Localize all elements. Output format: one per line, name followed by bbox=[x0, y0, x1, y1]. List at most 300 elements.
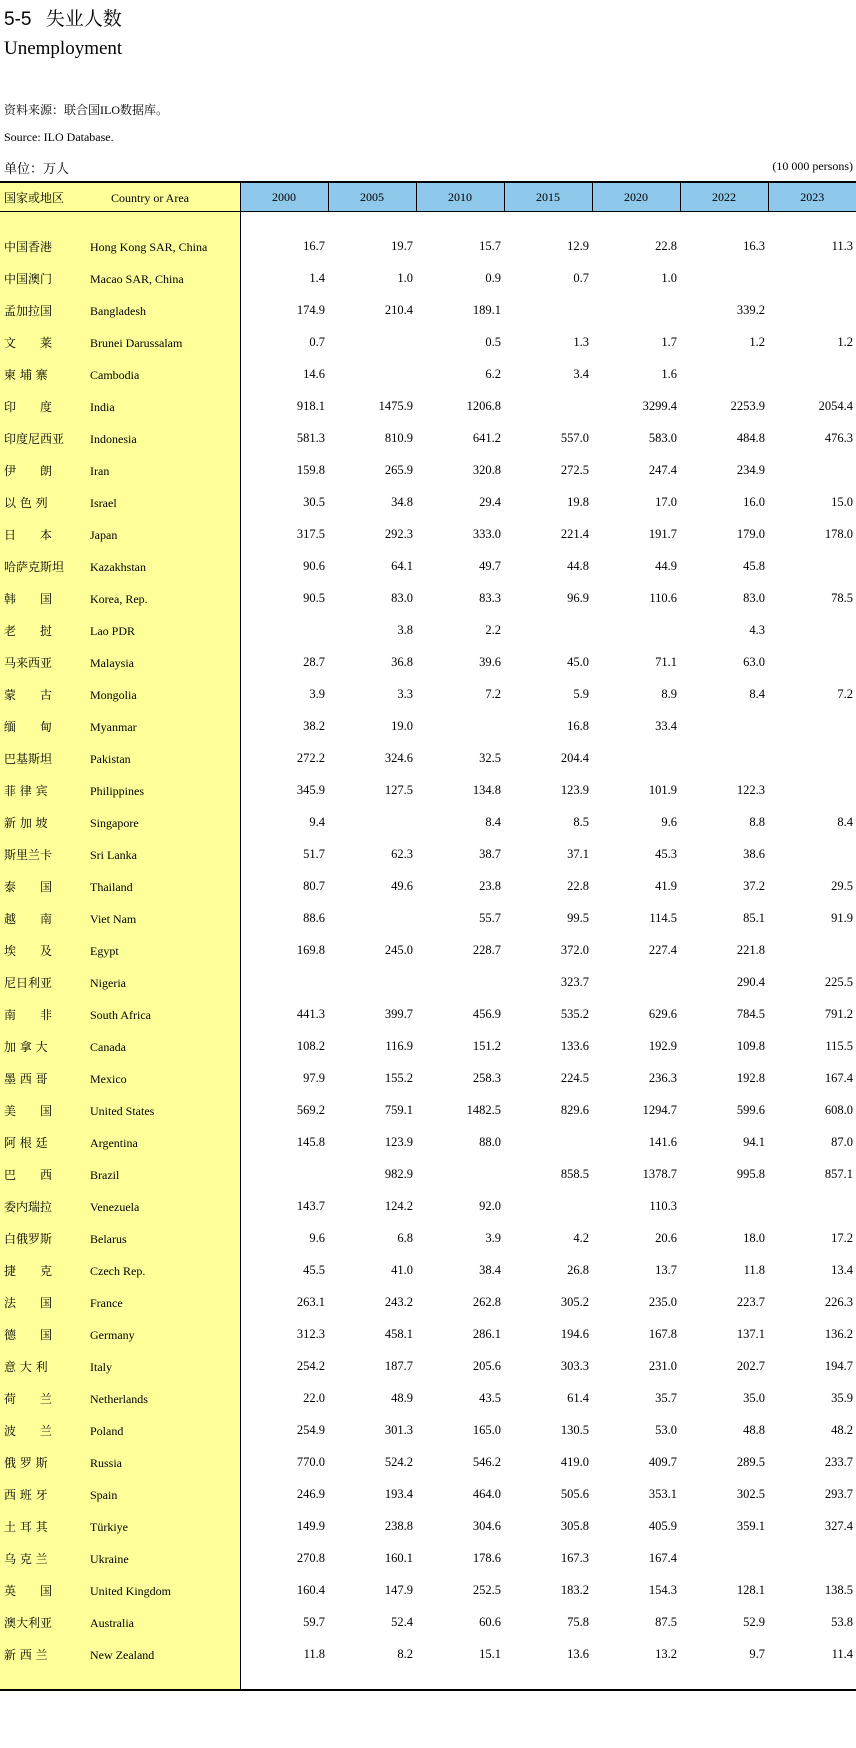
value-cell-2005: 64.1 bbox=[391, 558, 413, 573]
value-cell-2020: 110.3 bbox=[649, 1198, 677, 1213]
country-name-en: Kazakhstan bbox=[90, 559, 146, 574]
value-cell-2023: 53.8 bbox=[831, 1614, 853, 1629]
country-cell bbox=[0, 454, 240, 486]
table-title bbox=[4, 4, 122, 31]
value-cell-2015 bbox=[504, 614, 592, 646]
value-cell-2000: 90.6 bbox=[303, 558, 325, 573]
value-cell-2005: 810.9 bbox=[384, 430, 413, 445]
year-header: 2000 bbox=[240, 182, 328, 212]
value-cell-2015: 19.8 bbox=[567, 494, 589, 509]
country-name-cn: 尼日利亚 bbox=[4, 975, 53, 990]
value-cell-2005: 265.9 bbox=[384, 462, 413, 477]
country-cell bbox=[0, 390, 240, 422]
value-cell-2023: 8.4 bbox=[837, 814, 853, 829]
country-name-en: Iran bbox=[90, 463, 110, 478]
table-title-en: Unemployment bbox=[4, 38, 123, 59]
value-cell-2000: 160.4 bbox=[296, 1582, 325, 1597]
value-cell-2023: 178.0 bbox=[824, 526, 853, 541]
value-cell-2020: 71.1 bbox=[655, 654, 677, 669]
value-cell-2005: 301.3 bbox=[384, 1422, 413, 1437]
country-name-cn: 柬 埔 寨 bbox=[4, 367, 48, 382]
value-cell-2015: 323.7 bbox=[560, 974, 589, 989]
year-header: 2020 bbox=[592, 182, 680, 212]
value-cell-2022: 234.9 bbox=[736, 462, 765, 477]
value-cell-2000 bbox=[240, 614, 328, 646]
table-row bbox=[0, 1222, 856, 1254]
country-name-en: Singapore bbox=[90, 815, 139, 830]
value-cell-2022: 2253.9 bbox=[730, 398, 765, 413]
value-cell-2020: 192.9 bbox=[648, 1038, 677, 1053]
country-name-cn: 缅 甸 bbox=[4, 719, 53, 734]
value-cell-2022: 137.1 bbox=[736, 1326, 765, 1341]
country-cell bbox=[0, 710, 240, 742]
country-cell bbox=[0, 1222, 240, 1254]
country-name-cn: 西 班 牙 bbox=[4, 1487, 48, 1502]
value-cell-2020: 231.0 bbox=[648, 1358, 677, 1373]
table-row bbox=[0, 582, 856, 614]
country-name-en: Belarus bbox=[90, 1231, 127, 1246]
value-cell-2000: 569.2 bbox=[296, 1102, 325, 1117]
value-cell-2010: 464.0 bbox=[472, 1486, 501, 1501]
value-cell-2015: 37.1 bbox=[567, 846, 589, 861]
value-cell-2000: 263.1 bbox=[296, 1294, 325, 1309]
value-cell-2015: 133.6 bbox=[560, 1038, 589, 1053]
country-name-en: Pakistan bbox=[90, 751, 131, 766]
value-cell-2022: 16.3 bbox=[743, 238, 765, 253]
value-cell-2010: 178.6 bbox=[472, 1550, 501, 1565]
value-cell-2010: 32.5 bbox=[479, 750, 501, 765]
value-cell-2015: 13.6 bbox=[567, 1646, 589, 1661]
country-cell bbox=[0, 1382, 240, 1414]
table-row bbox=[0, 710, 856, 742]
value-cell-2023: 7.2 bbox=[837, 686, 853, 701]
country-name-cn: 斯里兰卡 bbox=[4, 847, 53, 862]
country-name-cn: 波 兰 bbox=[4, 1423, 53, 1438]
table-row bbox=[0, 646, 856, 678]
value-cell-2005: 19.0 bbox=[391, 718, 413, 733]
value-cell-2022: 48.8 bbox=[743, 1422, 765, 1437]
value-cell-2000: 345.9 bbox=[296, 782, 325, 797]
value-cell-2015 bbox=[504, 390, 592, 422]
value-cell-2005: 62.3 bbox=[391, 846, 413, 861]
value-cell-2005: 83.0 bbox=[391, 590, 413, 605]
country-name-en: Viet Nam bbox=[90, 911, 137, 926]
value-cell-2015: 75.8 bbox=[567, 1614, 589, 1629]
value-cell-2015: 16.8 bbox=[567, 718, 589, 733]
value-cell-2010: 23.8 bbox=[479, 878, 501, 893]
value-cell-2023: 857.1 bbox=[824, 1166, 853, 1181]
value-cell-2000: 312.3 bbox=[296, 1326, 325, 1341]
value-cell-2022: 16.0 bbox=[743, 494, 765, 509]
value-cell-2020: 154.3 bbox=[648, 1582, 677, 1597]
value-cell-2010: 228.7 bbox=[472, 942, 501, 957]
value-cell-2010: 8.4 bbox=[485, 814, 501, 829]
country-cell bbox=[0, 1414, 240, 1446]
value-cell-2020: 101.9 bbox=[648, 782, 677, 797]
value-cell-2015: 12.9 bbox=[567, 238, 589, 253]
value-cell-2000: 159.8 bbox=[296, 462, 325, 477]
value-cell-2000: 1.4 bbox=[309, 270, 325, 285]
value-cell-2015: 26.8 bbox=[567, 1262, 589, 1277]
value-cell-2015: 3.4 bbox=[573, 366, 589, 381]
value-cell-2000: 9.4 bbox=[309, 814, 325, 829]
country-cell bbox=[0, 838, 240, 870]
value-cell-2000: 149.9 bbox=[296, 1518, 325, 1533]
table-row bbox=[0, 390, 856, 422]
country-header-en: Country or Area bbox=[111, 190, 189, 205]
country-name-cn: 俄 罗 斯 bbox=[4, 1455, 48, 1470]
country-cell bbox=[0, 1606, 240, 1638]
table-row bbox=[0, 934, 856, 966]
value-cell-2010: 15.7 bbox=[479, 238, 501, 253]
country-name-en: United Kingdom bbox=[90, 1583, 171, 1598]
country-name-cn: 荷 兰 bbox=[4, 1391, 53, 1406]
value-cell-2015: 61.4 bbox=[567, 1390, 589, 1405]
table-row bbox=[0, 1318, 856, 1350]
country-name-cn: 英 国 bbox=[4, 1583, 53, 1598]
value-cell-2023: 327.4 bbox=[824, 1518, 853, 1533]
value-cell-2023: 11.4 bbox=[831, 1646, 853, 1661]
value-cell-2023: 11.3 bbox=[831, 238, 853, 253]
country-name-cn: 韩 国 bbox=[4, 591, 53, 606]
table-row bbox=[0, 1446, 856, 1478]
value-cell-2000: 3.9 bbox=[309, 686, 325, 701]
value-cell-2023: 233.7 bbox=[824, 1454, 853, 1469]
value-cell-2000: 59.7 bbox=[303, 1614, 325, 1629]
country-cell bbox=[0, 678, 240, 710]
value-cell-2000: 22.0 bbox=[303, 1390, 325, 1405]
country-name-en: Czech Rep. bbox=[90, 1263, 146, 1278]
value-cell-2010: 165.0 bbox=[472, 1422, 501, 1437]
value-cell-2000: 0.7 bbox=[309, 334, 325, 349]
value-cell-2022: 4.3 bbox=[749, 622, 765, 637]
value-cell-2010: 252.5 bbox=[472, 1582, 501, 1597]
table-row bbox=[0, 774, 856, 806]
header-row bbox=[0, 182, 856, 212]
country-name-en: Korea, Rep. bbox=[90, 591, 148, 606]
value-cell-2020: 1.7 bbox=[661, 334, 677, 349]
value-cell-2022: 8.8 bbox=[749, 814, 765, 829]
country-name-cn: 法 国 bbox=[4, 1295, 53, 1310]
value-cell-2010: 0.5 bbox=[485, 334, 501, 349]
country-cell bbox=[0, 966, 240, 998]
value-cell-2005: 524.2 bbox=[384, 1454, 413, 1469]
value-cell-2020: 629.6 bbox=[648, 1006, 677, 1021]
country-name-cn: 孟加拉国 bbox=[4, 303, 53, 318]
value-cell-2023: 91.9 bbox=[831, 910, 853, 925]
country-name-cn: 委内瑞拉 bbox=[4, 1199, 53, 1214]
value-cell-2023 bbox=[768, 614, 856, 646]
value-cell-2023: 225.5 bbox=[824, 974, 853, 989]
value-cell-2010 bbox=[416, 1158, 504, 1190]
value-cell-2022: 359.1 bbox=[736, 1518, 765, 1533]
value-cell-2022: 289.5 bbox=[736, 1454, 765, 1469]
value-cell-2015: 96.9 bbox=[567, 590, 589, 605]
value-cell-2005: 292.3 bbox=[384, 526, 413, 541]
value-cell-2010: 38.7 bbox=[479, 846, 501, 861]
country-cell bbox=[0, 262, 240, 294]
country-name-en: Italy bbox=[90, 1359, 112, 1374]
value-cell-2010: 262.8 bbox=[472, 1294, 501, 1309]
value-cell-2022: 37.2 bbox=[743, 878, 765, 893]
table-row bbox=[0, 1510, 856, 1542]
value-cell-2020: 9.6 bbox=[661, 814, 677, 829]
value-cell-2022: 11.8 bbox=[743, 1262, 765, 1277]
country-cell bbox=[0, 934, 240, 966]
value-cell-2015: 44.8 bbox=[567, 558, 589, 573]
value-cell-2010: 189.1 bbox=[472, 302, 501, 317]
country-name-cn: 墨 西 哥 bbox=[4, 1071, 48, 1086]
value-cell-2015: 303.3 bbox=[560, 1358, 589, 1373]
value-cell-2023 bbox=[768, 710, 856, 742]
value-cell-2005: 127.5 bbox=[384, 782, 413, 797]
value-cell-2010: 49.7 bbox=[479, 558, 501, 573]
country-cell bbox=[0, 1510, 240, 1542]
value-cell-2023: 136.2 bbox=[824, 1326, 853, 1341]
value-cell-2023: 29.5 bbox=[831, 878, 853, 893]
value-cell-2015: 130.5 bbox=[560, 1422, 589, 1437]
value-cell-2005: 155.2 bbox=[384, 1070, 413, 1085]
value-cell-2000: 918.1 bbox=[296, 398, 325, 413]
value-cell-2000: 38.2 bbox=[303, 718, 325, 733]
value-cell-2005 bbox=[328, 358, 416, 390]
value-cell-2023: 138.5 bbox=[824, 1582, 853, 1597]
country-name-cn: 埃 及 bbox=[4, 943, 53, 958]
value-cell-2015: 505.6 bbox=[560, 1486, 589, 1501]
table-row bbox=[0, 486, 856, 518]
country-name-cn: 老 挝 bbox=[4, 623, 53, 638]
country-name-en: Türkiye bbox=[90, 1519, 128, 1534]
year-header: 2010 bbox=[416, 182, 504, 212]
table-row bbox=[0, 518, 856, 550]
table-row bbox=[0, 838, 856, 870]
value-cell-2010: 7.2 bbox=[485, 686, 501, 701]
country-name-cn: 白俄罗斯 bbox=[4, 1231, 53, 1246]
value-cell-2015: 305.2 bbox=[560, 1294, 589, 1309]
country-name-cn: 印 度 bbox=[4, 399, 53, 414]
table-row bbox=[0, 902, 856, 934]
value-cell-2015: 123.9 bbox=[560, 782, 589, 797]
table-row bbox=[0, 1574, 856, 1606]
value-cell-2005: 243.2 bbox=[384, 1294, 413, 1309]
country-cell bbox=[0, 774, 240, 806]
value-cell-2010: 456.9 bbox=[472, 1006, 501, 1021]
value-cell-2005: 48.9 bbox=[391, 1390, 413, 1405]
value-cell-2005: 34.8 bbox=[391, 494, 413, 509]
value-cell-2023: 167.4 bbox=[824, 1070, 853, 1085]
value-cell-2005: 116.9 bbox=[385, 1038, 413, 1053]
country-name-en: Canada bbox=[90, 1039, 126, 1054]
unemployment-table bbox=[0, 181, 856, 1697]
value-cell-2020: 41.9 bbox=[655, 878, 677, 893]
value-cell-2005: 210.4 bbox=[384, 302, 413, 317]
spacer-row bbox=[0, 1670, 856, 1690]
value-cell-2020: 20.6 bbox=[655, 1230, 677, 1245]
value-cell-2020: 167.8 bbox=[648, 1326, 677, 1341]
value-cell-2015: 204.4 bbox=[560, 750, 589, 765]
value-cell-2010: 43.5 bbox=[479, 1390, 501, 1405]
country-name-en: Malaysia bbox=[90, 655, 134, 670]
value-cell-2010: 2.2 bbox=[485, 622, 501, 637]
value-cell-2022: 484.8 bbox=[736, 430, 765, 445]
value-cell-2000: 28.7 bbox=[303, 654, 325, 669]
value-cell-2023: 1.2 bbox=[837, 334, 853, 349]
value-cell-2015: 0.7 bbox=[573, 270, 589, 285]
table-row bbox=[0, 1542, 856, 1574]
country-name-cn: 美 国 bbox=[4, 1103, 53, 1118]
country-cell bbox=[0, 1158, 240, 1190]
value-cell-2000: 90.5 bbox=[303, 590, 325, 605]
country-cell bbox=[0, 806, 240, 838]
value-cell-2022: 109.8 bbox=[736, 1038, 765, 1053]
value-cell-2023: 2054.4 bbox=[818, 398, 853, 413]
country-name-cn: 土 耳 其 bbox=[4, 1519, 48, 1534]
value-cell-2020: 87.5 bbox=[655, 1614, 677, 1629]
value-cell-2000: 254.2 bbox=[296, 1358, 325, 1373]
value-cell-2000: 441.3 bbox=[296, 1006, 325, 1021]
value-cell-2022 bbox=[680, 358, 768, 390]
value-cell-2023: 17.2 bbox=[831, 1230, 853, 1245]
value-cell-2023 bbox=[768, 1542, 856, 1574]
value-cell-2023: 48.2 bbox=[831, 1422, 853, 1437]
value-cell-2023: 226.3 bbox=[824, 1294, 853, 1309]
table-row bbox=[0, 1350, 856, 1382]
value-cell-2005: 8.2 bbox=[397, 1646, 413, 1661]
value-cell-2005: 759.1 bbox=[384, 1102, 413, 1117]
value-cell-2015: 8.5 bbox=[573, 814, 589, 829]
country-name-cn: 巴 西 bbox=[4, 1167, 53, 1182]
value-cell-2023 bbox=[768, 262, 856, 294]
country-cell bbox=[0, 550, 240, 582]
value-cell-2015: 22.8 bbox=[567, 878, 589, 893]
value-cell-2000: 80.7 bbox=[303, 878, 325, 893]
table-row bbox=[0, 454, 856, 486]
value-cell-2000: 11.8 bbox=[303, 1646, 325, 1661]
value-cell-2005: 160.1 bbox=[384, 1550, 413, 1565]
value-cell-2023: 87.0 bbox=[831, 1134, 853, 1149]
table-row bbox=[0, 1094, 856, 1126]
source-note-en: Source: ILO Database. bbox=[4, 130, 114, 144]
country-name-cn: 意 大 利 bbox=[4, 1359, 48, 1374]
value-cell-2000: 88.6 bbox=[303, 910, 325, 925]
value-cell-2022: 52.9 bbox=[743, 1614, 765, 1629]
value-cell-2010: 1206.8 bbox=[466, 398, 501, 413]
country-name-en: Venezuela bbox=[90, 1199, 140, 1214]
value-cell-2000: 97.9 bbox=[303, 1070, 325, 1085]
value-cell-2000 bbox=[240, 1158, 328, 1190]
table-row bbox=[0, 358, 856, 390]
country-cell bbox=[0, 518, 240, 550]
country-name-cn: 马来西亚 bbox=[4, 655, 53, 670]
value-cell-2015: 829.6 bbox=[560, 1102, 589, 1117]
country-cell bbox=[0, 1350, 240, 1382]
country-name-en: Germany bbox=[90, 1327, 135, 1342]
value-cell-2015 bbox=[504, 294, 592, 326]
value-cell-2022: 63.0 bbox=[743, 654, 765, 669]
value-cell-2022: 85.1 bbox=[743, 910, 765, 925]
country-name-en: Mexico bbox=[90, 1071, 127, 1086]
value-cell-2020: 35.7 bbox=[655, 1390, 677, 1405]
value-cell-2005: 3.8 bbox=[397, 622, 413, 637]
table-row bbox=[0, 262, 856, 294]
country-cell bbox=[0, 1446, 240, 1478]
country-name-en: South Africa bbox=[90, 1007, 151, 1022]
country-cell bbox=[0, 422, 240, 454]
country-name-en: Russia bbox=[90, 1455, 123, 1470]
value-cell-2023: 791.2 bbox=[824, 1006, 853, 1021]
value-cell-2023: 15.0 bbox=[831, 494, 853, 509]
value-cell-2000: 770.0 bbox=[296, 1454, 325, 1469]
value-cell-2015 bbox=[504, 1126, 592, 1158]
value-cell-2022: 192.8 bbox=[736, 1070, 765, 1085]
value-cell-2022: 18.0 bbox=[743, 1230, 765, 1245]
value-cell-2023 bbox=[768, 838, 856, 870]
value-cell-2020: 13.2 bbox=[655, 1646, 677, 1661]
value-cell-2023 bbox=[768, 1190, 856, 1222]
source-note-cn: 资料来源：联合国ILO数据库。 bbox=[4, 103, 168, 117]
value-cell-2023: 194.7 bbox=[824, 1358, 853, 1373]
value-cell-2020 bbox=[592, 966, 680, 998]
country-name-en: Nigeria bbox=[90, 975, 126, 990]
unit-label-en: (10 000 persons) bbox=[772, 159, 853, 173]
value-cell-2010: 38.4 bbox=[479, 1262, 501, 1277]
country-name-en: India bbox=[90, 399, 115, 414]
country-cell bbox=[0, 1574, 240, 1606]
value-cell-2022: 995.8 bbox=[736, 1166, 765, 1181]
country-name-en: Poland bbox=[90, 1423, 124, 1438]
value-cell-2020: 1.6 bbox=[661, 366, 677, 381]
table-row bbox=[0, 1190, 856, 1222]
value-cell-2000: 51.7 bbox=[303, 846, 325, 861]
value-cell-2023 bbox=[768, 358, 856, 390]
value-cell-2023 bbox=[768, 294, 856, 326]
value-cell-2015: 372.0 bbox=[560, 942, 589, 957]
country-name-en: Myanmar bbox=[90, 719, 137, 734]
country-name-cn: 文 莱 bbox=[4, 335, 53, 350]
value-cell-2015: 1.3 bbox=[573, 334, 589, 349]
value-cell-2005: 123.9 bbox=[384, 1134, 413, 1149]
value-cell-2020: 583.0 bbox=[648, 430, 677, 445]
value-cell-2023 bbox=[768, 646, 856, 678]
country-cell bbox=[0, 1638, 240, 1670]
value-cell-2020: 13.7 bbox=[655, 1262, 677, 1277]
country-name-en: Israel bbox=[90, 495, 117, 510]
country-name-cn: 印度尼西亚 bbox=[4, 431, 65, 446]
value-cell-2005: 238.8 bbox=[384, 1518, 413, 1533]
year-header: 2023 bbox=[768, 182, 856, 212]
country-name-en: Lao PDR bbox=[90, 623, 135, 638]
table-row bbox=[0, 230, 856, 262]
value-cell-2000: 9.6 bbox=[309, 1230, 325, 1245]
value-cell-2020: 191.7 bbox=[648, 526, 677, 541]
value-cell-2005: 245.0 bbox=[384, 942, 413, 957]
value-cell-2020: 44.9 bbox=[655, 558, 677, 573]
value-cell-2023 bbox=[768, 550, 856, 582]
value-cell-2020: 1.0 bbox=[661, 270, 677, 285]
value-cell-2023: 476.3 bbox=[824, 430, 853, 445]
country-name-en: Macao SAR, China bbox=[90, 271, 184, 286]
value-cell-2005 bbox=[328, 806, 416, 838]
country-name-en: Thailand bbox=[90, 879, 133, 894]
value-cell-2000: 45.5 bbox=[303, 1262, 325, 1277]
table-row bbox=[0, 742, 856, 774]
value-cell-2023: 35.9 bbox=[831, 1390, 853, 1405]
value-cell-2022 bbox=[680, 262, 768, 294]
table-row bbox=[0, 1158, 856, 1190]
value-cell-2022: 179.0 bbox=[736, 526, 765, 541]
value-cell-2022 bbox=[680, 1542, 768, 1574]
value-cell-2022: 9.7 bbox=[749, 1646, 765, 1661]
